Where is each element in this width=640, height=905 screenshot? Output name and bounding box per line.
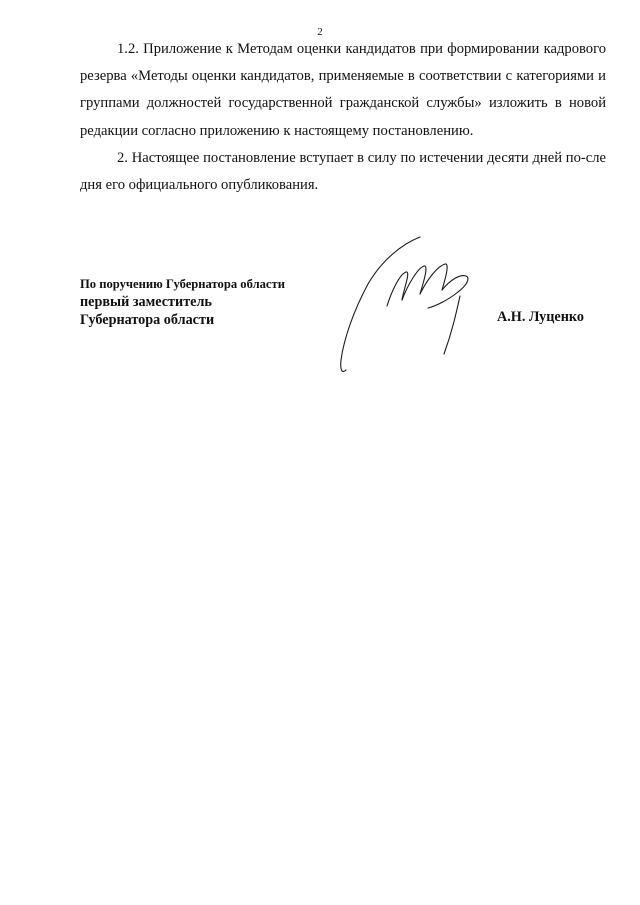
signer-name: А.Н. Луценко — [497, 309, 584, 325]
signature-block — [80, 275, 285, 329]
handwritten-signature — [332, 232, 482, 378]
signatory-position-line: первый заместитель — [80, 294, 212, 310]
paragraph-2: 2. Настоящее постановление вступает в силу по истечении десяти дней по-сле дня его официального опубликования. — [80, 149, 606, 194]
signatory-position-line-2: Губернатора области — [80, 312, 215, 328]
paragraph-1-2: 1.2. Приложение к Методам оценки кандидатов при формировании кадрового резерва «Методы оценки кандидатов, применяемые в соответствии с категориями и группами должностей государственной гражданской службы» изложить в новой редакции согласно приложению к настоящему постановлению. — [80, 41, 606, 139]
signatory-authority-line: По поручению Губернатора области — [80, 277, 285, 291]
page-number: 2 — [317, 26, 323, 38]
document-body — [80, 36, 606, 199]
